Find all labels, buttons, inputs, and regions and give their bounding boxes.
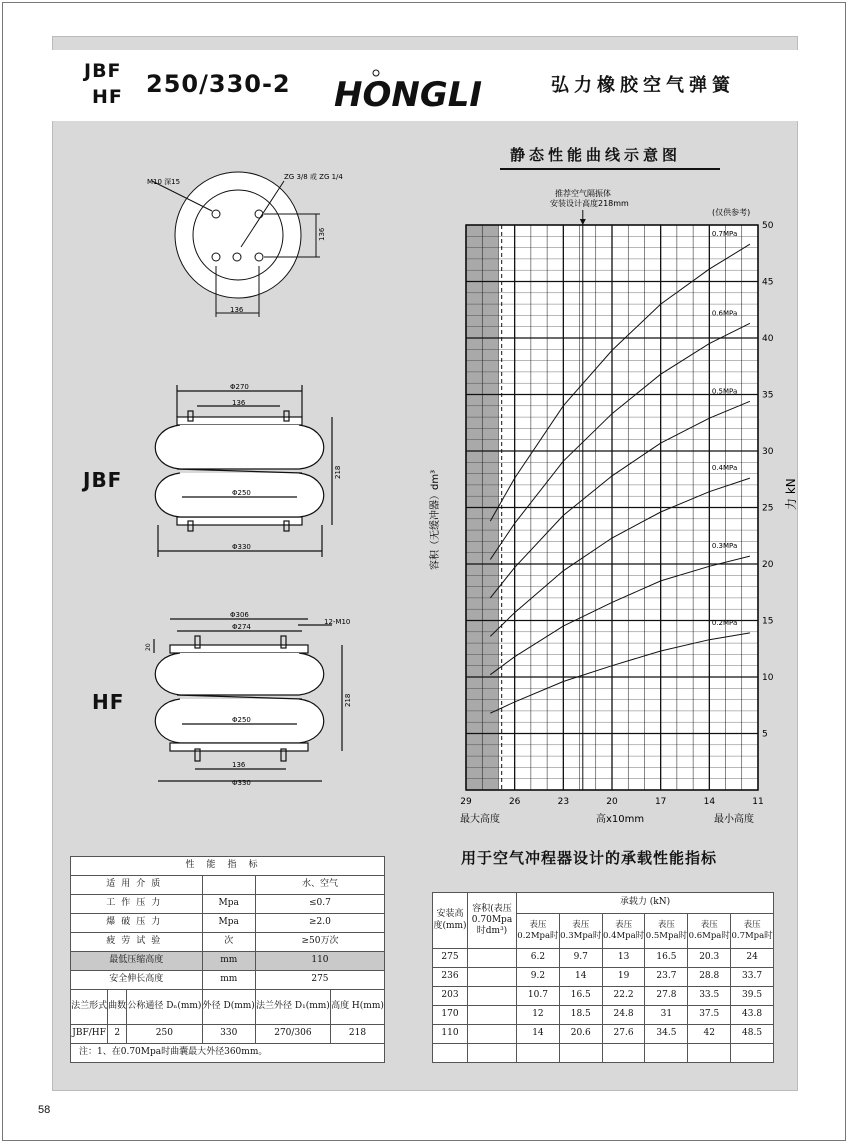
spec-header: 高度 H(mm): [330, 990, 384, 1025]
row-height: 170: [433, 1006, 468, 1025]
y-tick-label: 45: [762, 277, 774, 288]
top-view-drawing: [152, 172, 320, 317]
row-value: 48.5: [731, 1025, 774, 1044]
perf-title: 性能指标: [71, 857, 385, 876]
row-value: 42: [688, 1025, 731, 1044]
perf-row: [71, 876, 385, 895]
hf-height: 218: [344, 693, 352, 707]
hf-dim-136: 136: [232, 761, 246, 769]
y-tick-label: 10: [762, 673, 774, 683]
jbf-height: 218: [334, 465, 342, 479]
perf-label: 爆破压力: [71, 914, 203, 933]
row-value: 16.5: [559, 987, 602, 1006]
series-label: 0.6MPa: [711, 309, 738, 318]
hf-phi-mid: Φ250: [232, 716, 251, 724]
perf-label: 适用介质: [71, 876, 203, 895]
perf-label: 疲劳试验: [71, 933, 203, 952]
y-tick-label: 5: [762, 729, 768, 740]
spec-row: [71, 1025, 385, 1044]
row-value: 13: [602, 949, 645, 968]
spec-cell: 2: [108, 1025, 127, 1044]
spec-header: 公称通径 Dₙ(mm): [127, 990, 202, 1025]
row-value: 23.7: [645, 968, 688, 987]
pressure-header: 表压0.7Mpa时: [731, 914, 774, 949]
row-value: 27.8: [645, 987, 688, 1006]
row-value: 10.7: [517, 987, 560, 1006]
row-value: 33.7: [731, 968, 774, 987]
y-tick-label: 20: [762, 560, 774, 570]
x-label-mid: 高x10mm: [596, 814, 645, 825]
model-hf: HF: [92, 86, 123, 108]
spec-cell: 218: [330, 1025, 384, 1044]
row-value: 34.5: [645, 1025, 688, 1044]
jbf-dim-136: 136: [232, 399, 246, 407]
y-tick-label: 25: [762, 503, 774, 514]
pressure-header: 表压0.3Mpa时: [559, 914, 602, 949]
brand-name-cn: 弘力橡胶空气弹簧: [551, 75, 735, 96]
row-value: 14: [517, 1025, 560, 1044]
perf-row: [71, 933, 385, 952]
row-value: 16.5: [645, 949, 688, 968]
x-tick-label: 20: [606, 797, 618, 807]
x-tick-label: 17: [654, 797, 667, 807]
perf-value: 水、空气: [255, 876, 384, 895]
y-tick-label: 15: [762, 616, 774, 627]
table-row: [433, 949, 774, 968]
hf-phi-306: Φ306: [230, 611, 249, 619]
spec-header: 法兰形式: [71, 990, 108, 1025]
row-value: 20.3: [688, 949, 731, 968]
perf-note: 注：1、在0.70Mpa时曲囊最大外径360mm。: [71, 1044, 385, 1063]
row-value: 24.8: [602, 1006, 645, 1025]
perf-unit: Mpa: [202, 914, 255, 933]
load-table-title: 用于空气冲程器设计的承载性能指标: [461, 849, 718, 867]
perf-label: 工作压力: [71, 895, 203, 914]
table-row: [433, 1006, 774, 1025]
pressure-header: 表压0.4Mpa时: [602, 914, 645, 949]
recommended-height-arrow: [580, 219, 586, 225]
perf-value: 275: [255, 971, 384, 990]
row-value: 33.5: [688, 987, 731, 1006]
perf-row: [71, 895, 385, 914]
top-dim-136-h: 136: [230, 306, 244, 314]
x-label-right: 最小高度: [714, 814, 754, 825]
row-height: 236: [433, 968, 468, 987]
top-note-line2: 安装设计高度218mm: [550, 199, 629, 208]
left-axis-label: 容积（无缓冲器）dm³: [430, 469, 441, 570]
perf-unit: Mpa: [202, 895, 255, 914]
y-tick-label: 30: [762, 447, 774, 457]
hf-phi-274: Φ274: [232, 623, 251, 631]
top-dim-136-v: 136: [318, 227, 326, 241]
pressure-header: 表压0.6Mpa时: [688, 914, 731, 949]
spec-cell: 250: [127, 1025, 202, 1044]
spec-header-row: [71, 990, 385, 1025]
jbf-phi-bottom: Φ330: [232, 543, 251, 551]
row-value: 37.5: [688, 1006, 731, 1025]
perf-value: ≥2.0: [255, 914, 384, 933]
pressure-header: 表压0.5Mpa时: [645, 914, 688, 949]
logo-text: HONGLI: [334, 75, 483, 110]
row-volume: [468, 1006, 517, 1025]
chart-title: 静态性能曲线示意图: [510, 146, 682, 164]
perf-unit: 次: [202, 933, 255, 952]
table-row: [433, 968, 774, 987]
perf-row: [71, 914, 385, 933]
row-value: 20.6: [559, 1025, 602, 1044]
table-row-empty: [433, 1044, 774, 1063]
hf-side-drawing: [154, 619, 342, 781]
row-value: 24: [731, 949, 774, 968]
top-note-line1: 推荐空气隔振体: [555, 189, 611, 198]
row-value: 14: [559, 968, 602, 987]
series-label: 0.7MPa: [711, 230, 738, 239]
jbf-phi-mid: Φ250: [232, 489, 251, 497]
perf-unit: mm: [202, 971, 255, 990]
perf-row: [71, 971, 385, 990]
spec-header: 法兰外径 D₁(mm): [255, 990, 330, 1025]
x-tick-label: 11: [752, 797, 764, 807]
x-tick-label: 14: [703, 797, 716, 807]
x-tick-label: 29: [460, 797, 472, 807]
y-tick-label: 35: [762, 390, 774, 401]
row-height: 275: [433, 949, 468, 968]
x-tick-label: 23: [557, 797, 570, 807]
jbf-phi-top: Φ270: [230, 383, 249, 391]
perf-unit: mm: [202, 952, 255, 971]
row-volume: [468, 1025, 517, 1044]
hf-label: HF: [92, 690, 125, 714]
row-value: 39.5: [731, 987, 774, 1006]
row-volume: [468, 968, 517, 987]
spec-cell: JBF/HF: [71, 1025, 108, 1044]
row-value: 28.8: [688, 968, 731, 987]
row-value: 31: [645, 1006, 688, 1025]
hf-phi-bottom: Φ330: [232, 779, 251, 787]
model-size: 250/330-2: [146, 70, 291, 98]
perf-unit: [202, 876, 255, 895]
jbf-label: JBF: [83, 468, 123, 492]
row-value: 18.5: [559, 1006, 602, 1025]
col-load: 承载力 (kN): [517, 893, 774, 914]
row-value: 27.6: [602, 1025, 645, 1044]
row-volume: [468, 987, 517, 1006]
chart-title-underline: [500, 168, 720, 170]
hf-flange-thickness: 20: [145, 643, 152, 651]
row-value: 9.7: [559, 949, 602, 968]
col-volume: 容积(表压0.70Mpa时dm³): [468, 893, 517, 949]
col-install-height: 安装高度(mm): [433, 893, 468, 949]
static-performance-chart: [400, 180, 800, 840]
series-label: 0.2MPa: [711, 618, 738, 627]
pressure-header: 表压0.2Mpa时: [517, 914, 560, 949]
model-jbf: JBF: [84, 60, 122, 82]
y-tick-label: 40: [762, 334, 774, 344]
row-height: 203: [433, 987, 468, 1006]
row-value: 22.2: [602, 987, 645, 1006]
row-volume: [468, 949, 517, 968]
series-label: 0.5MPa: [711, 387, 738, 396]
spec-cell: 270/306: [255, 1025, 330, 1044]
row-value: 12: [517, 1006, 560, 1025]
perf-value: ≥50万次: [255, 933, 384, 952]
ref-note: (仅供参考): [712, 208, 751, 217]
perf-label: 最低压缩高度: [71, 952, 203, 971]
spec-cell: 330: [202, 1025, 255, 1044]
load-table: [432, 892, 774, 1063]
row-height: 110: [433, 1025, 468, 1044]
port-label: ZG 3/8 或 ZG 1/4: [284, 173, 343, 181]
row-value: 9.2: [517, 968, 560, 987]
row-value: 43.8: [731, 1006, 774, 1025]
series-label: 0.3MPa: [711, 542, 738, 551]
thread-label: M10 深15: [147, 178, 181, 186]
perf-row: [71, 952, 385, 971]
brand-logo: [333, 66, 518, 110]
spec-header: 外径 D(mm): [202, 990, 255, 1025]
performance-table: [70, 856, 385, 1063]
jbf-side-drawing: [155, 385, 332, 557]
right-axis-label: 力 kN: [784, 478, 798, 510]
spec-header: 曲数: [108, 990, 127, 1025]
hf-bolt: 12-M10: [324, 618, 351, 626]
y-tick-label: 50: [762, 221, 774, 231]
series-label: 0.4MPa: [711, 464, 738, 473]
x-tick-label: 26: [508, 797, 521, 807]
row-value: 19: [602, 968, 645, 987]
page-number: 58: [38, 1104, 51, 1116]
perf-label: 安全伸长高度: [71, 971, 203, 990]
table-row: [433, 987, 774, 1006]
perf-value: 110: [255, 952, 384, 971]
table-row: [433, 1025, 774, 1044]
row-value: 6.2: [517, 949, 560, 968]
x-label-left: 最大高度: [460, 814, 500, 825]
perf-value: ≤0.7: [255, 895, 384, 914]
